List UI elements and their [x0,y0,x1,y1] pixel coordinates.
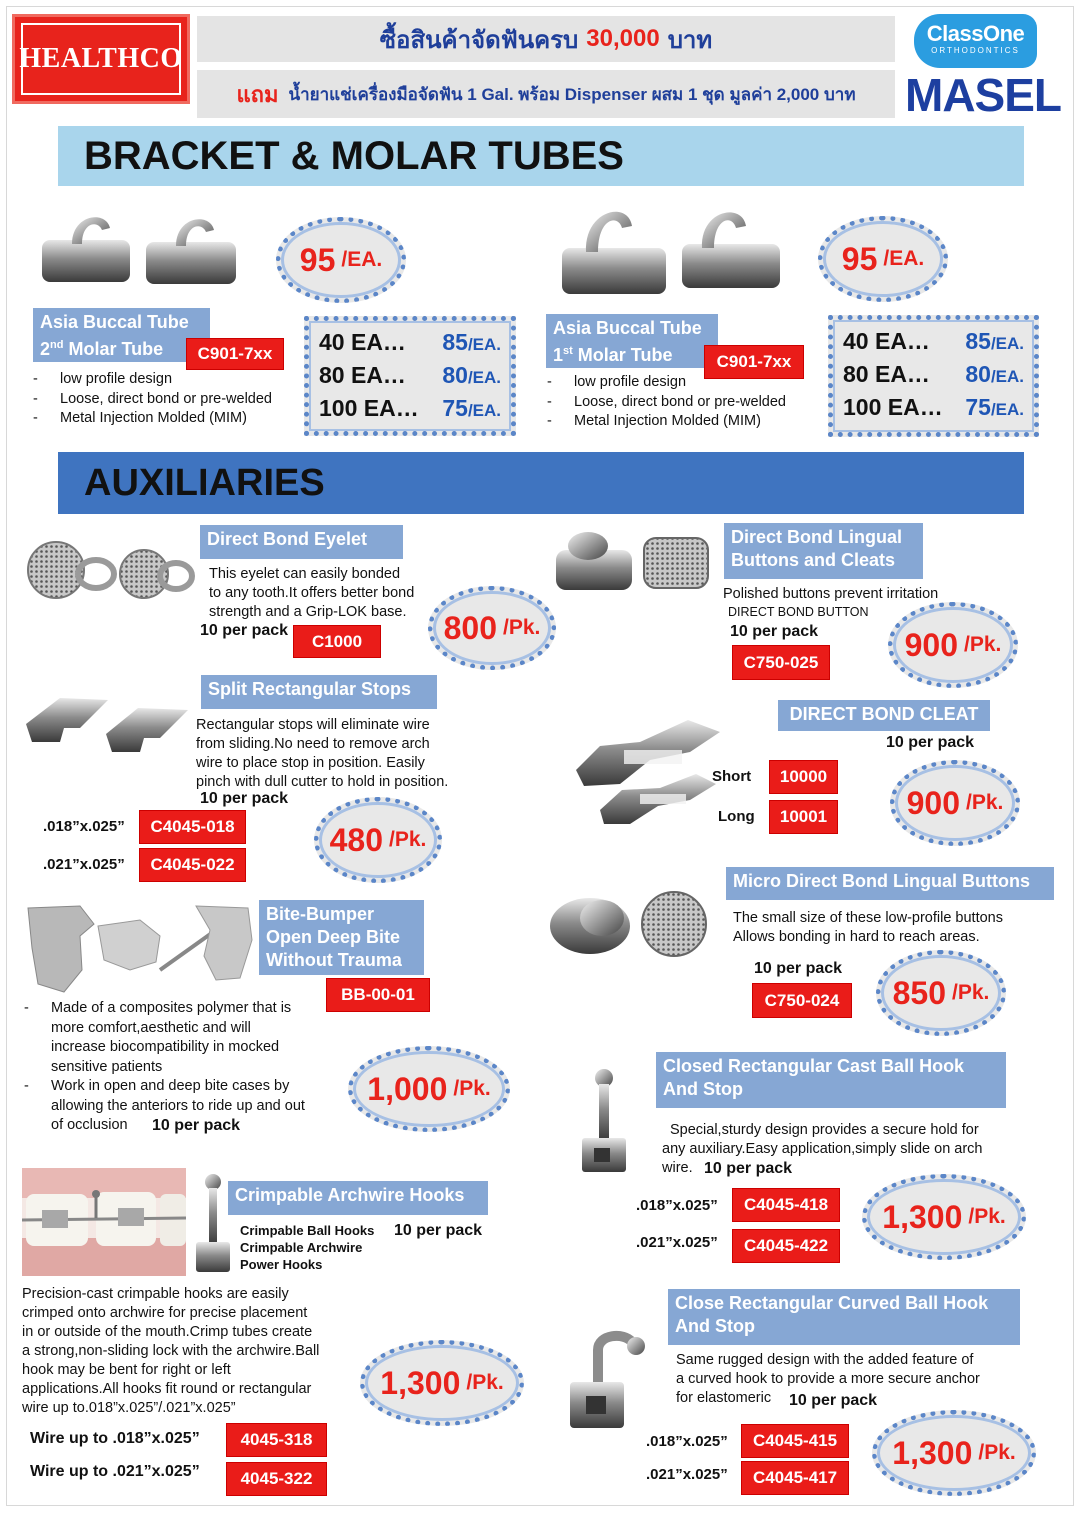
tier-row: 100 EA… 75/EA. [843,394,1024,420]
healthco-logo [12,14,190,104]
feature-item: - low profile design [547,373,837,393]
split-stops-image [20,688,190,758]
masel-logo: MASEL [905,69,1061,121]
title-line2: 2nd Molar Tube [40,339,164,359]
product-code-lingual-buttons: C750-025 [732,645,830,680]
bite-bumper-image [20,900,256,994]
product-title-crimpable-hooks: Crimpable Archwire Hooks [228,1181,488,1215]
tier-pricing-1st-molar [828,315,1039,437]
promo-line1-amount: 30,000 [586,25,660,52]
product-code-cleat-short: 10000 [769,760,838,794]
product-title-1st-molar-tube [546,314,718,368]
price-badge-1st-molar [818,216,948,302]
product-title-micro-buttons: Micro Direct Bond Lingual Buttons [726,867,1054,900]
buccal-tube-2nd-molar-image [36,204,246,294]
bite-bumper-pack-size: 10 per pack [152,1117,241,1134]
curved-ball-hook-pack-size: 10 per pack [789,1392,878,1409]
split-stops-pack-size: 10 per pack [200,790,289,807]
feature-item: - Made of a composites polymer that is more comfort,aesthetic and will increase biocompatibility in mocked sensitive patients [24,999,334,1077]
product-title-lingual-buttons: Direct Bond Lingual Buttons and Cleats [724,523,923,579]
crimpable-description: Precision-cast crimpable hooks are easily crimped onto archwire for precise placement in or outside of the mouth.Crimp tubes create a strong,non-sliding lock with the archwire.Ball hook may be bent for right or left applications.All hooks fit round or rectangular wire up to.018”x.025”/.021”x.025” [22,1286,320,1416]
product-code-2nd-molar: C901-7xx [186,338,284,370]
product-code-bite-bumper: BB-00-01 [326,978,430,1012]
feature-item: - Metal Injection Molded (MIM) [33,409,313,429]
product-code-split-stops-018: C4045-018 [139,810,246,844]
price-badge-bite-bumper: 1,000 /Pk. [348,1046,510,1132]
classone-logo [914,14,1037,68]
cleat-image [570,712,726,830]
tier-row: 40 EA… 85/EA. [319,329,501,355]
product-code-cast-ball-hook-418: C4045-418 [732,1188,840,1222]
tier-row: 80 EA… 80/EA. [319,362,501,388]
crimpable-size-1: Wire up to .018”x.025” [30,1430,200,1447]
cast-ball-hook-pack-size: 10 per pack [704,1160,793,1177]
price-badge-micro-buttons: 850 /Pk. [876,950,1006,1036]
micro-buttons-pack-size: 10 per pack [754,960,843,977]
crimpable-hook-in-mouth-image [22,1168,186,1276]
buccal-tube-1st-molar-image [556,196,786,304]
curved-ball-hook-size-1: .018”x.025” [646,1433,728,1450]
product-code-1st-molar: C901-7xx [704,345,804,379]
crimpable-pack-size: 10 per pack [394,1222,483,1239]
product-title-bite-bumper: Bite-Bumper Open Deep Bite Without Trauma [259,900,424,975]
feature-list-2nd-molar [33,370,313,429]
product-code-cast-ball-hook-422: C4045-422 [732,1229,840,1263]
classone-logo-text: ClassOne [926,21,1025,46]
product-code-crimpable-322: 4045-322 [226,1462,327,1496]
feature-item: - Work in open and deep bite cases by allowing the anteriors to ride up and out of occlusion [24,1077,334,1136]
eyelet-description: This eyelet can easily bonded to any tooth.It offers better bond strength and a Grip-LOK base. [209,566,415,620]
tier-row: 40 EA… 85/EA. [843,328,1024,354]
cleat-short-label: Short [712,768,752,785]
split-stops-description: Rectangular stops will eliminate wire from sliding.No need to remove arch wire to place stop in position. Easily pinch with dull cutter to hold in position. [196,717,449,790]
product-code-split-stops-022: C4045-022 [139,848,246,882]
price-value: 95 [841,240,878,277]
crimpable-hook-types: Crimpable Ball Hooks Crimpable Archwire Power Hooks [240,1223,375,1272]
section-title-auxiliaries: AUXILIARIES [58,452,1024,514]
tier-row: 80 EA… 80/EA. [843,361,1024,387]
eyelet-pack-size: 10 per pack [200,622,289,639]
lingual-button-image [550,526,714,596]
promo-banner-line2 [197,70,895,118]
curved-ball-hook-image [564,1326,648,1436]
price-badge-cast-ball-hook: 1,300 /Pk. [862,1174,1026,1260]
split-stops-size-2: .021”x.025” [43,856,125,873]
crimpable-size-2: Wire up to .021”x.025” [30,1463,200,1480]
micro-button-image [546,882,716,962]
lingual-buttons-description: Polished buttons prevent irritation [723,586,939,602]
micro-buttons-description: The small size of these low-profile buttons Allows bonding in hard to reach areas. [733,910,1003,945]
bite-bumper-feature-list [24,999,334,1136]
price-value: 95 [299,241,336,278]
product-code-crimpable-318: 4045-318 [226,1423,327,1457]
cleat-pack-size: 10 per pack [886,734,975,751]
price-badge-curved-ball-hook: 1,300 /Pk. [872,1410,1036,1496]
split-stops-size-1: .018”x.025” [43,818,125,835]
section-title-brackets: BRACKET & MOLAR TUBES [58,126,1024,186]
eyelet-image [24,534,200,606]
price-badge-eyelet: 800 /Pk. [428,586,556,670]
product-title-cast-ball-hook: Closed Rectangular Cast Ball Hook And Stop [656,1052,1006,1108]
price-badge-cleat: 900 /Pk. [890,760,1020,846]
product-title-split-stops: Split Rectangular Stops [201,675,437,709]
cast-ball-hook-image [576,1068,636,1178]
feature-item: - Loose, direct bond or pre-welded [547,393,837,413]
promo-line1-text: ซื้อสินค้าจัดฟันครบ [379,26,579,54]
cast-ball-hook-size-1: .018”x.025” [636,1197,718,1214]
price-unit: /EA. [883,247,925,270]
promo-line1-unit: บาท [667,26,713,54]
lingual-buttons-pack-size: 10 per pack [730,623,819,640]
lingual-buttons-subtitle: DIRECT BOND BUTTON [728,605,869,619]
product-code-eyelet: C1000 [293,625,381,658]
price-unit: /EA. [341,248,383,271]
feature-item: - Loose, direct bond or pre-welded [33,390,313,410]
price-badge-lingual-buttons: 900 /Pk. [888,602,1018,688]
classone-logo-subtext: ORTHODONTICS [931,46,1020,55]
cast-ball-hook-description: Special,sturdy design provides a secure hold for any auxiliary.Easy application,simply slide on arch wire. [662,1122,983,1176]
product-title-curved-ball-hook: Close Rectangular Curved Ball Hook And Stop [668,1289,1020,1345]
price-badge-2nd-molar [276,217,406,303]
product-code-curved-ball-hook-417: C4045-417 [741,1461,849,1495]
title-line1: Asia Buccal Tube [40,312,189,332]
curved-ball-hook-description: Same rugged design with the added feature of a curved hook to provide a more secure anchor for elastomeric [676,1352,980,1406]
product-code-curved-ball-hook-415: C4045-415 [741,1424,849,1458]
feature-item: - Metal Injection Molded (MIM) [547,412,837,432]
price-badge-crimpable: 1,300 /Pk. [360,1340,524,1426]
title-line1: Asia Buccal Tube [553,318,702,338]
feature-item: - low profile design [33,370,313,390]
promo-line2-text: น้ำยาแช่เครื่องมือจัดฟัน 1 Gal. พร้อม Dispenser ผสม 1 ชุด มูลค่า 2,000 บาท [288,84,856,104]
tier-row: 100 EA… 75/EA. [319,395,501,421]
cast-ball-hook-size-2: .021”x.025” [636,1234,718,1251]
promo-gift-word: แถม [236,81,279,107]
curved-ball-hook-size-2: .021”x.025” [646,1466,728,1483]
healthco-logo-text: HEALTHCO [21,23,181,95]
product-code-cleat-long: 10001 [769,800,838,834]
promo-banner-line1 [197,16,895,62]
product-title-eyelet: Direct Bond Eyelet [200,525,403,559]
title-line2: 1st Molar Tube [553,345,673,365]
cleat-long-label: Long [718,808,755,825]
product-title-2nd-molar-tube [33,308,210,362]
product-title-cleat: DIRECT BOND CLEAT [778,700,990,731]
price-badge-split-stops: 480 /Pk. [314,797,442,883]
tier-pricing-2nd-molar [304,316,516,436]
product-code-micro-buttons: C750-024 [752,983,852,1018]
feature-list-1st-molar [547,373,837,432]
